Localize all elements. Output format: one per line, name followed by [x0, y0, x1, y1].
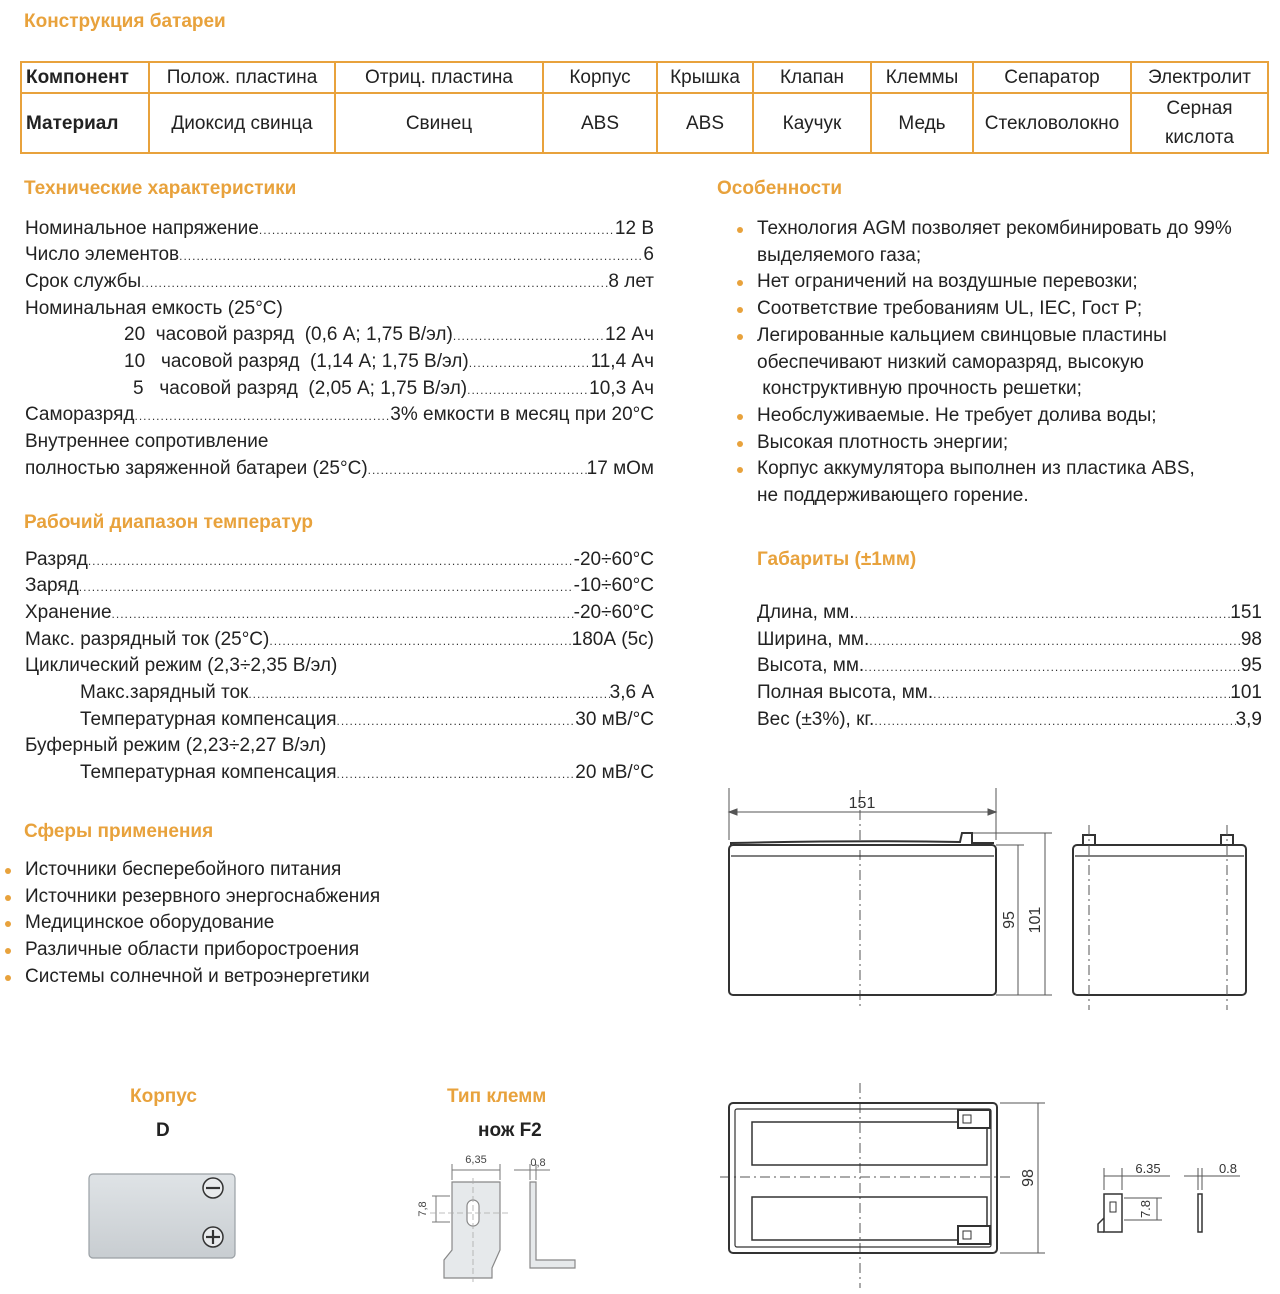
- terminal-illustration: [410, 1150, 590, 1284]
- temp-row: [25, 627, 654, 653]
- feature-line: конструктивную прочность решетки;: [757, 378, 1082, 400]
- plus-terminal-icon: [203, 1227, 223, 1247]
- battery-top-drawing: [700, 1078, 1280, 1294]
- case-type: D: [156, 1120, 170, 1141]
- full-height-dim-label: 101: [1027, 906, 1044, 934]
- component-row-label: Компонент: [21, 62, 149, 93]
- leader-dots: [269, 628, 571, 654]
- leader-dots: [88, 548, 574, 574]
- terminal-height-label: 7.8: [1138, 1199, 1153, 1219]
- dim-row: [757, 600, 1262, 626]
- feature-line: выделяемого газа;: [757, 244, 922, 266]
- temp-label: Хранение: [25, 602, 112, 623]
- dim-value: 151: [1230, 602, 1262, 623]
- table-cell: Крышка: [657, 62, 753, 93]
- spec-value: 12 Ач: [605, 324, 654, 345]
- leader-dots: [337, 708, 576, 734]
- spec-label: 10 часовой разряд (1,14 А; 1,75 В/эл): [124, 351, 469, 372]
- dim-value: 3,9: [1235, 709, 1262, 730]
- spec-value: 6: [643, 244, 654, 265]
- spec-value: 10,3 Ач: [589, 378, 654, 399]
- dim-value: 95: [1240, 655, 1262, 676]
- spec-value: 3% емкости в месяц при 20°C: [390, 404, 654, 425]
- component-row: [21, 62, 1268, 93]
- terminal-width-dim: 6,35: [465, 1154, 487, 1166]
- capacity-title: Номинальная емкость (25°C): [25, 298, 283, 319]
- table-cell: Серная кислота: [1131, 93, 1268, 153]
- dim-label: Полная высота, мм.: [757, 682, 934, 703]
- list-item: Системы солнечной и ветроэнергетики: [25, 964, 380, 991]
- list-item: [757, 216, 1267, 269]
- spec-value: 11,4 Ач: [590, 351, 654, 372]
- spec-row: [133, 376, 654, 402]
- leader-dots: [933, 681, 1230, 707]
- table-cell: Медь: [871, 93, 973, 153]
- feature-line: Технология AGM позволяет рекомбинировать до 99%: [757, 218, 1232, 239]
- list-item: Необслуживаемые. Не требует долива воды;: [757, 403, 1267, 430]
- table-cell: Клапан: [753, 62, 871, 93]
- dim-value: 101: [1230, 682, 1262, 703]
- dim-row: [757, 653, 1262, 679]
- temp-value: 180А (5с): [571, 629, 654, 650]
- leader-dots: [112, 601, 574, 627]
- temp-label: Макс.зарядный ток: [80, 682, 249, 703]
- feature-line: не поддерживающего горение.: [757, 485, 1029, 507]
- temp-row: [80, 707, 654, 733]
- features-list: [757, 216, 1267, 510]
- temp-value: 3,6 А: [609, 682, 654, 703]
- table-cell: Сепаратор: [973, 62, 1131, 93]
- table-cell: ABS: [543, 93, 657, 153]
- leader-dots: [869, 628, 1241, 654]
- list-item: Различные области приборостроения: [25, 937, 380, 964]
- dim-row: [757, 707, 1262, 733]
- terminal-width-label: 6.35: [1135, 1161, 1161, 1176]
- table-cell: Отриц. пластина: [335, 62, 543, 93]
- spec-value: 17 мОм: [586, 458, 654, 479]
- spec-row: [124, 349, 654, 375]
- leader-dots: [467, 377, 589, 403]
- table-cell: Полож. пластина: [149, 62, 335, 93]
- leader-dots: [874, 708, 1235, 734]
- leader-dots: [248, 681, 609, 707]
- terminal-thickness-label: 0.8: [1218, 1161, 1238, 1176]
- list-item: Медицинское оборудование: [25, 910, 380, 937]
- temp-label: Разряд: [25, 549, 88, 570]
- temp-label: Температурная компенсация: [80, 762, 337, 783]
- spec-label: 20 часовой разряд (0,6 А; 1,75 В/эл): [124, 324, 453, 345]
- table-cell: Корпус: [543, 62, 657, 93]
- resistance-title: Внутреннее сопротивление: [25, 431, 269, 452]
- list-item: Нет ограничений на воздушные перевозки;: [757, 269, 1267, 296]
- dim-row: [757, 627, 1262, 653]
- feature-line: обеспечивают низкий саморазряд, высокую: [757, 351, 1144, 373]
- construction-table: [20, 61, 1269, 154]
- temp-row: [80, 680, 654, 706]
- temp-value: -20÷60°C: [573, 549, 654, 570]
- spec-label: 5 часовой разряд (2,05 А; 1,75 В/эл): [133, 378, 468, 399]
- table-cell: Стекловолокно: [973, 93, 1131, 153]
- spec-row: [124, 322, 654, 348]
- spec-row: [25, 456, 654, 482]
- list-item: [757, 456, 1267, 509]
- spec-label: Саморазряд: [25, 404, 135, 425]
- feature-line: Легированные кальцием свинцовые пластины: [757, 324, 1167, 346]
- page-title: Конструкция батареи: [24, 11, 226, 32]
- material-row: [21, 93, 1268, 153]
- leader-dots: [864, 654, 1241, 680]
- terminal-title: Тип клемм: [447, 1086, 547, 1107]
- leader-dots: [453, 323, 605, 349]
- spec-value: 8 лет: [608, 271, 654, 292]
- case-title: Корпус: [130, 1086, 197, 1107]
- dim-label: Вес (±3%), кг.: [757, 709, 875, 730]
- leader-dots: [259, 217, 615, 243]
- spec-label: Число элементов: [25, 244, 180, 265]
- dimensions-title: Габариты (±1мм): [757, 549, 917, 570]
- dim-row: [757, 680, 1262, 706]
- spec-row: [25, 216, 654, 242]
- temp-value: -10÷60°C: [573, 575, 654, 596]
- table-cell: Диоксид свинца: [149, 93, 335, 153]
- leader-dots: [79, 574, 574, 600]
- spec-label: Номинальное напряжение: [25, 218, 259, 239]
- temp-label: Макс. разрядный ток (25°C): [25, 629, 270, 650]
- leader-dots: [469, 350, 591, 376]
- temp-row: [25, 600, 654, 626]
- applications-title: Сферы применения: [24, 821, 214, 842]
- list-item: Источники резервного энергоснабжения: [25, 884, 380, 911]
- list-item: Высокая плотность энергии;: [757, 430, 1267, 457]
- case-illustration: [86, 1170, 238, 1262]
- temperature-title: Рабочий диапазон температур: [24, 512, 314, 533]
- temp-label: Температурная компенсация: [80, 709, 337, 730]
- list-item: Источники бесперебойного питания: [25, 857, 380, 884]
- dim-value: 98: [1240, 629, 1262, 650]
- leader-dots: [179, 243, 643, 269]
- temp-row: [25, 573, 654, 599]
- width-dim-label: 98: [1020, 1169, 1037, 1187]
- leader-dots: [337, 761, 576, 787]
- terminal-type: нож F2: [478, 1120, 542, 1141]
- dim-label: Длина, мм.: [757, 602, 855, 623]
- material-row-label: Материал: [21, 93, 149, 153]
- height-dim-label: 95: [1001, 911, 1018, 929]
- temp-value: -20÷60°C: [573, 602, 654, 623]
- temp-row: [25, 547, 654, 573]
- specs-title: Технические характеристики: [24, 178, 297, 199]
- table-cell: Каучук: [753, 93, 871, 153]
- dim-label: Ширина, мм.: [757, 629, 870, 650]
- spec-row: [25, 242, 654, 268]
- feature-line: Корпус аккумулятора выполнен из пластика ABS,: [757, 458, 1195, 480]
- terminal-thickness-dim: 0,8: [530, 1157, 546, 1169]
- leader-dots: [855, 601, 1231, 627]
- applications-list: [25, 857, 380, 991]
- table-cell: Клеммы: [871, 62, 973, 93]
- leader-dots: [141, 270, 608, 296]
- dim-label: Высота, мм.: [757, 655, 865, 676]
- leader-dots: [368, 457, 587, 483]
- temp-row: [80, 760, 654, 786]
- list-item: [757, 323, 1267, 403]
- table-cell: Свинец: [335, 93, 543, 153]
- leader-dots: [135, 403, 391, 429]
- cyclic-title: Циклический режим (2,3÷2,35 В/эл): [25, 655, 338, 676]
- terminal-height-dim: 7,8: [417, 1201, 429, 1217]
- table-cell: ABS: [657, 93, 753, 153]
- length-dim-label: 151: [848, 795, 876, 812]
- buffer-title: Буферный режим (2,23÷2,27 В/эл): [25, 735, 327, 756]
- features-title: Особенности: [717, 178, 843, 199]
- spec-label: полностью заряженной батареи (25°C): [25, 458, 368, 479]
- temp-value: 20 мВ/°C: [575, 762, 654, 783]
- battery-front-drawing: [700, 780, 1280, 1020]
- spec-row: [25, 269, 654, 295]
- spec-value: 12 В: [614, 218, 654, 239]
- temp-value: 30 мВ/°C: [575, 709, 654, 730]
- table-cell: Электролит: [1131, 62, 1268, 93]
- temp-label: Заряд: [25, 575, 79, 596]
- minus-terminal-icon: [203, 1178, 223, 1198]
- spec-label: Срок службы: [25, 271, 142, 292]
- spec-row: [25, 402, 654, 428]
- list-item: Соответствие требованиям UL, IEC, Гост Р;: [757, 296, 1267, 323]
